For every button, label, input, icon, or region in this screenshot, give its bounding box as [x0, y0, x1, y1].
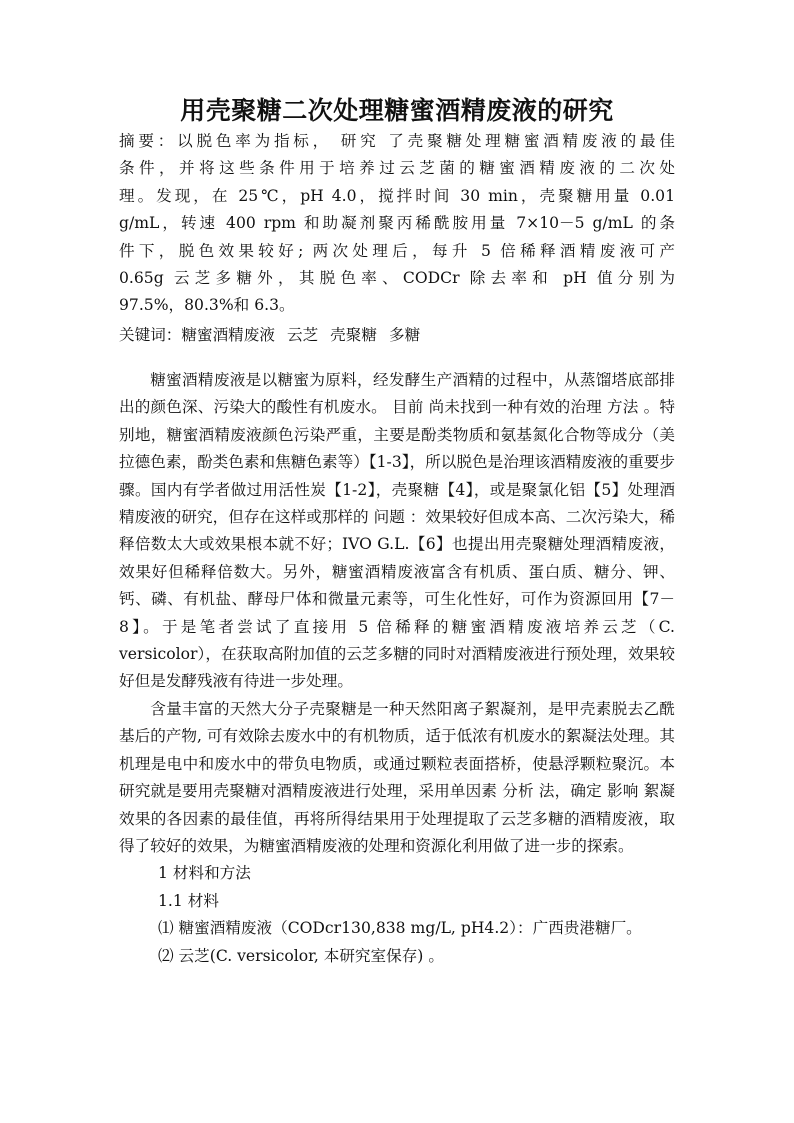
abstract-line: g/mL，转速 400 rpm 和助凝剂聚丙稀酰胺用量 7×10－5 g/mL 的条	[119, 214, 675, 233]
keywords	[119, 322, 675, 349]
body-text	[119, 367, 675, 970]
material-item: ⑴ 糖蜜酒精废液（CODcr130,838 mg/L, pH4.2）：广西贵港糖厂。	[158, 919, 642, 938]
abstract-line: 0.65g 云芝多糖外，其脱色率、CODCr 除去率和 pH 值分别为	[119, 269, 675, 288]
subsection-heading: 1.1 材料	[158, 891, 219, 910]
keyword: 多糖	[388, 326, 421, 344]
keyword: 糖蜜酒精废液	[181, 326, 275, 344]
body-paragraph-2: 含量丰富的天然大分子壳聚糖是一种天然阳离子絮凝剂，是甲壳素脱去乙酰基后的产物, 可有效除去废水中的有机物质，适于低浓有机废水的絮凝法处理。其机理是电中和废水中的带负电物质，或通过颗粒表面搭桥，使悬浮颗粒聚沉。本研究就是要用壳聚糖对酒精废液进行处理，采用单因素 分析 法，确定 影响 絮凝效果的各因素的最佳值，再将所得结果用于处理提取了云芝多糖的酒精废液，取得了较好的效果，为糖蜜酒精废液的处理和资源化利用做了进一步的探索。	[119, 699, 675, 855]
abstract-line: 97.5%，80.3%和 6.3。	[119, 296, 295, 315]
body-paragraph-1: 糖蜜酒精废液是以糖蜜为原料，经发酵生产酒精的过程中，从蒸馏塔底部排出的颜色深、污染大的酸性有机废水。 目前 尚未找到一种有效的治理 方法 。特别地，糖蜜酒精废液颜色污染严重，主要是酚类物质和氨基氮化合物等成分（美拉德色素，酚类色素和焦糖色素等）【1-3】，所以脱色是治理该酒精废液的重要步骤。国内有学者做过用活性炭【1-2】，壳聚糖【4】，或是聚氯化铝【5】处理酒精废液的研究，但存在这样或那样的 问题 ：效果较好但成本高、二次污染大，稀释倍数太大或效果根本就不好；IVO G.L.【6】也提出用壳聚糖处理酒精废液，效果好但稀释倍数大。另外，糖蜜酒精废液富含有机质、蛋白质、糖分、钾、钙、磷、有机盐、酵母尸体和微量元素等，可生化性好，可作为资源回用【7－8】。于是笔者尝试了直接用 5 倍稀释的糖蜜酒精废液培养云芝（C. versicolor），在获取高附加值的云芝多糖的同时对酒精废液进行预处理，效果较好但是发酵残液有待进一步处理。	[119, 371, 675, 691]
abstract-line: 件下，脱色效果较好; 两次处理后，每升 5 倍稀释酒精废液可产	[119, 241, 675, 260]
abstract-line: 理。发现，在 25℃，pH 4.0，搅拌时间 30 min，壳聚糖用量 0.01	[119, 186, 675, 205]
abstract-line: 条件，并将这些条件用于培养过云芝菌的糖蜜酒精废液的二次处	[119, 159, 675, 178]
keyword: 云芝	[286, 326, 319, 344]
section-heading: 1 材料和方法	[158, 864, 251, 883]
paper-title: 用壳聚糖二次处理糖蜜酒精废液的研究	[180, 96, 614, 125]
abstract-line: 摘要：以脱色率为指标， 研究 了壳聚糖处理糖蜜酒精废液的最佳	[119, 132, 675, 150]
abstract	[119, 128, 675, 320]
keyword: 壳聚糖	[330, 326, 377, 344]
material-item: ⑵ 云芝(C. versicolor, 本研究室保存) 。	[158, 946, 444, 965]
keywords-label: 关键词：	[119, 326, 182, 344]
